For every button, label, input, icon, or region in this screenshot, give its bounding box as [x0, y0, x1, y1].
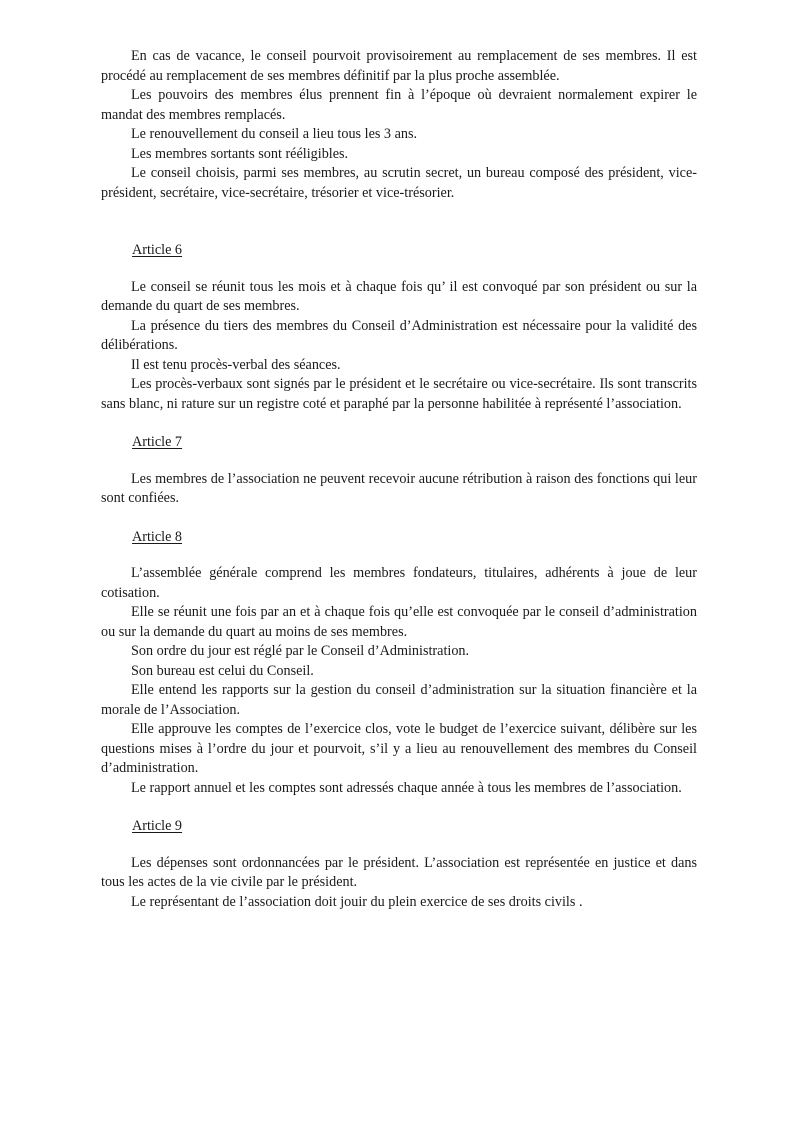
paragraph: Elle se réunit une fois par an et à chaque fois qu’elle est convoquée par le conseil d’administration ou sur la demande du quart au moins de ses membres.	[101, 604, 697, 640]
paragraph: Le conseil se réunit tous les mois et à chaque fois qu’ il est convoqué par son président ou sur la demande du quart de ses membres.	[101, 278, 697, 314]
paragraph: Le rapport annuel et les comptes sont adressés chaque année à tous les membres de l’association.	[131, 779, 682, 796]
paragraph: L’assemblée générale comprend les membres fondateurs, titulaires, adhérents à joue de leur cotisation.	[101, 565, 697, 601]
section-article-8	[101, 528, 697, 799]
document-body	[101, 47, 697, 912]
paragraph: Les dépenses sont ordonnancées par le président. L’association est représentée en justice et dans tous les actes de la vie civile par le président.	[101, 854, 697, 890]
section-article-7	[101, 433, 697, 509]
section-article-9	[101, 817, 697, 912]
paragraph: Les membres sortants sont rééligibles.	[131, 145, 349, 162]
article-heading: Article 9	[132, 818, 183, 834]
paragraph: Elle entend les rapports sur la gestion du conseil d’administration sur la situation financière et la morale de l’Association.	[101, 682, 697, 718]
paragraph: Elle approuve les comptes de l’exercice clos, vote le budget de l’exercice suivant, délibère sur les questions mises à l’ordre du jour et pourvoit, s’il y a lieu au renouvellement des membres du Conseil d’administration.	[101, 721, 697, 776]
paragraph: Il est tenu procès-verbal des séances.	[131, 356, 341, 373]
paragraph: La présence du tiers des membres du Conseil d’Administration est nécessaire pour la validité des délibérations.	[101, 317, 697, 353]
paragraph: Le renouvellement du conseil a lieu tous les 3 ans.	[131, 126, 418, 142]
paragraph: Son bureau est celui du Conseil.	[131, 662, 314, 679]
paragraph: En cas de vacance, le conseil pourvoit provisoirement au remplacement de ses membres. Il est procédé au remplacement de ses membres définitif par la plus proche assemblée.	[101, 48, 697, 84]
paragraph: Les membres de l’association ne peuvent recevoir aucune rétribution à raison des fonctions qui leur sont confiées.	[101, 470, 697, 506]
section-article-6	[101, 241, 697, 414]
article-heading: Article 6	[132, 242, 183, 258]
section-intro	[101, 47, 697, 203]
paragraph: Son ordre du jour est réglé par le Conseil d’Administration.	[131, 643, 470, 659]
article-heading: Article 7	[132, 434, 183, 450]
paragraph: Les pouvoirs des membres élus prennent fin à l’époque où devraient normalement expirer le mandat des membres remplacés.	[101, 87, 697, 123]
paragraph: Le représentant de l’association doit jouir du plein exercice de ses droits civils .	[131, 893, 583, 910]
article-heading: Article 8	[132, 528, 183, 545]
paragraph: Les procès-verbaux sont signés par le président et le secrétaire ou vice-secrétaire. Ils sont transcrits sans blanc, ni rature sur un registre coté et paraphé par la personne habilitée à représenté l’association.	[101, 376, 697, 412]
paragraph: Le conseil choisis, parmi ses membres, au scrutin secret, un bureau composé des président, vice-président, secrétaire, vice-secrétaire, trésorier et vice-trésorier.	[101, 165, 697, 201]
